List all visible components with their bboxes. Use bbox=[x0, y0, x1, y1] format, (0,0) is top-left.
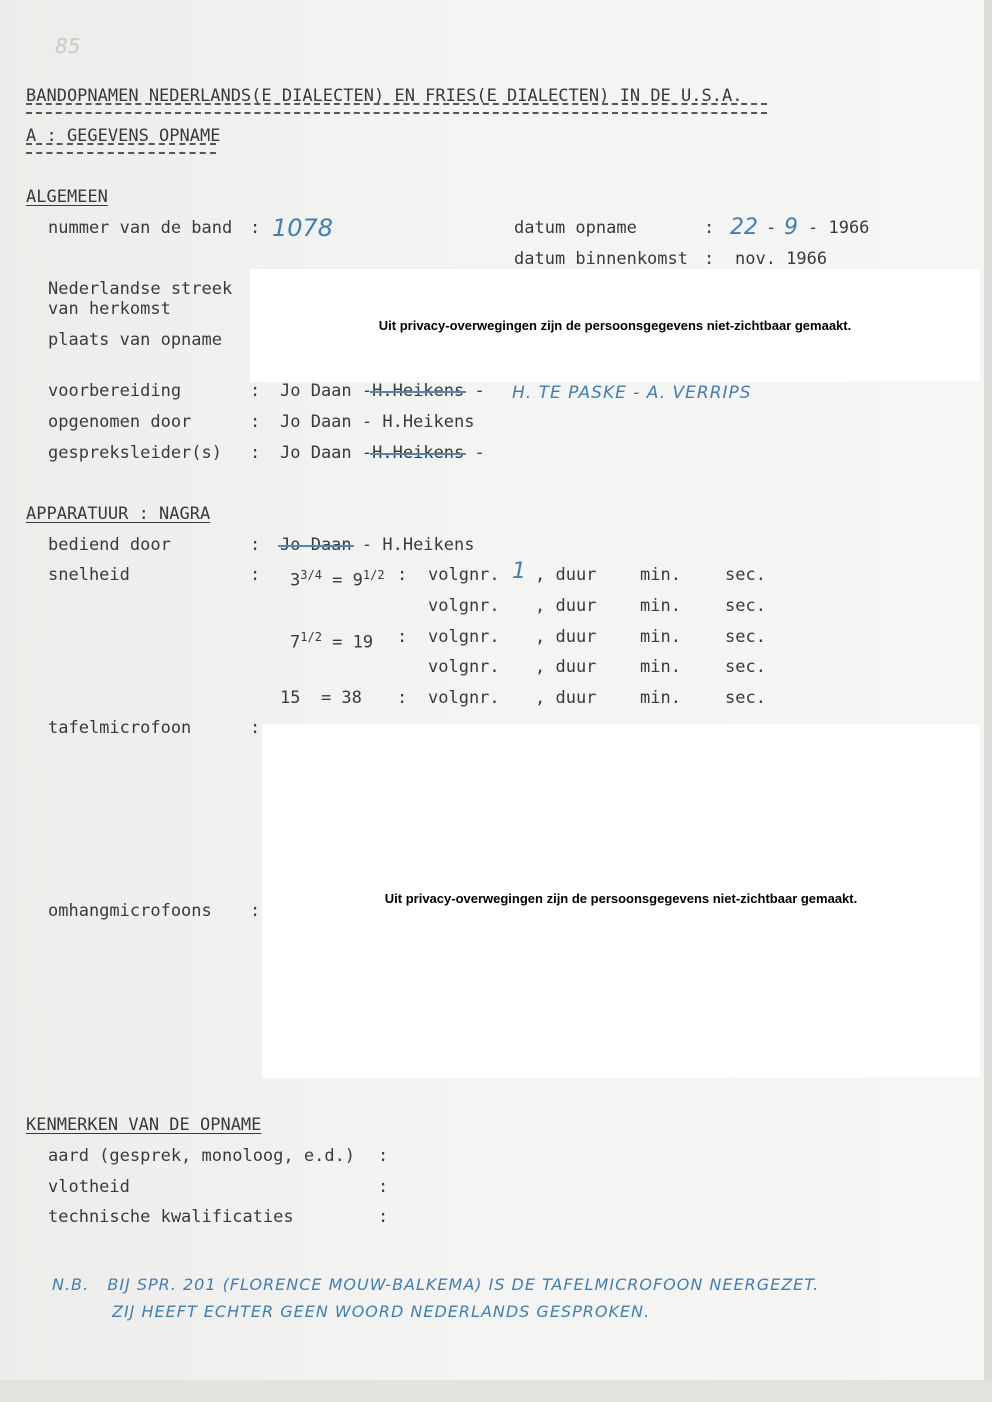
privacy-redaction-2 bbox=[262, 724, 980, 1078]
kenmerken-heading: KENMERKEN VAN DE OPNAME bbox=[26, 1115, 262, 1135]
gespreksleider-name: Jo Daan - bbox=[280, 443, 373, 463]
speed-1: 3 bbox=[290, 570, 301, 591]
voorbereiding-dash: - bbox=[464, 381, 485, 401]
colon: : bbox=[704, 249, 715, 269]
section-a-heading: A : GEGEVENS OPNAME bbox=[26, 126, 221, 146]
document-title: BANDOPNAMEN NEDERLANDS(E DIALECTEN) EN FRIES(E DIALECTEN) IN DE U.S.A. bbox=[26, 86, 743, 106]
streek-label-2: van herkomst bbox=[48, 299, 171, 319]
nummer-label: nummer van de band bbox=[48, 218, 233, 238]
colon: : bbox=[378, 1146, 389, 1166]
colon: : bbox=[397, 627, 408, 647]
speed-2-frac: 1/2 bbox=[300, 630, 322, 644]
duur-5: , duur bbox=[535, 688, 597, 708]
tafelmicrofoon-label: tafelmicrofoon bbox=[48, 718, 192, 738]
technische-label: technische kwalificaties bbox=[48, 1207, 294, 1227]
datum-opname-label: datum opname bbox=[514, 218, 637, 238]
bediend-struck-name: Jo Daan bbox=[280, 535, 352, 555]
omhangmicrofoons-label: omhangmicrofoons bbox=[48, 901, 212, 921]
duur-1: , duur bbox=[535, 565, 597, 585]
snelheid-label: snelheid bbox=[48, 565, 130, 585]
document-page: 85 BANDOPNAMEN NEDERLANDS(E DIALECTEN) EN FRIES(E DIALECTEN) IN DE U.S.A. A : GEGEVENS OPNAME ALGEMEEN nummer van de band : 1078 datum opname : 22 - 9 - 1966 datum binnenkomst : nov. 1966 Nederlandse streek van herkomst plaats van opname Uit privacy-overwegingen zijn de persoonsgegevens niet-zichtbaar gemaakt. voorbereiding : Jo Daan -H.Heikens - H. TE PASKE - A. VERRIPS opgenomen door : Jo Daan - H.Heikens gespreksleider(s) : Jo Daan -H.Heikens - APPARATUUR : NAGRA bediend door : Jo Daan - H.Heikens snelheid : $3^{3/4} = 9^{1/2}$ : volgnr. 1 , duur min. sec. volgnr. , duur min. sec. $7^{1/2} = 19$ : volgnr. , duur min. sec. volgnr. , duur min. sec. 15 = 38 : volgnr. , duur min. sec. tafelmicrofoon : Uit privacy-overwegingen zijn de persoonsgegevens niet-zichtbaar gemaakt. omhangmicrofoons : KENMERKEN VAN DE OPNAME aard (gesprek, monoloog, e.d.) : vlotheid : technische kwalificaties : N.B. BIJ SPR. 201 (FLORENCE MOUW-BALKEMA) IS DE TAFELMICROFOON NEERGEZET. ZIJ HEEFT ECHTER GEEN WOORD NEDERLANDS GESPROKEN. bbox=[0, 0, 992, 1402]
datum-opname-year: - 1966 bbox=[808, 218, 870, 238]
datum-binnenkomst-value: nov. 1966 bbox=[735, 249, 828, 269]
min-1: min. bbox=[640, 565, 681, 585]
min-4: min. bbox=[640, 657, 681, 677]
vlotheid-label: vlotheid bbox=[48, 1177, 130, 1197]
section-a-double-underline bbox=[26, 143, 216, 154]
duur-3: , duur bbox=[535, 627, 597, 647]
min-3: min. bbox=[640, 627, 681, 647]
speed-1-frac: 3/4 bbox=[300, 568, 322, 582]
voorbereiding-label: voorbereiding bbox=[48, 381, 182, 401]
page-edge-bottom bbox=[0, 1380, 992, 1402]
colon: : bbox=[250, 718, 261, 738]
colon: : bbox=[250, 412, 261, 432]
plaats-label: plaats van opname bbox=[48, 330, 222, 350]
voorbereiding-struck-name: H.Heikens bbox=[372, 381, 465, 401]
bediend-label: bediend door bbox=[48, 535, 171, 555]
colon: : bbox=[378, 1177, 389, 1197]
speed-2: 7 bbox=[290, 632, 301, 653]
apparatuur-heading: APPARATUUR : NAGRA bbox=[26, 504, 211, 524]
privacy-redaction-1 bbox=[250, 269, 980, 382]
gespreksleider-dash: - bbox=[464, 443, 485, 463]
privacy-text-1: Uit privacy-overwegingen zijn de persoonsgegevens niet-zichtbaar gemaakt. bbox=[378, 318, 852, 333]
volgnr-2: volgnr. bbox=[428, 596, 500, 616]
min-2: min. bbox=[640, 596, 681, 616]
streek-label-1: Nederlandse streek bbox=[48, 279, 233, 299]
sec-2: sec. bbox=[725, 596, 766, 616]
speed-1-frac2: 1/2 bbox=[362, 568, 385, 582]
volgnr-3: volgnr. bbox=[428, 627, 500, 647]
voorbereiding-name: Jo Daan - bbox=[280, 381, 373, 401]
colon: : bbox=[250, 443, 261, 463]
gespreksleider-struck-name: H.Heikens bbox=[372, 443, 465, 463]
privacy-text-2: Uit privacy-overwegingen zijn de persoonsgegevens niet-zichtbaar gemaakt. bbox=[384, 891, 858, 906]
algemeen-heading: ALGEMEEN bbox=[26, 187, 108, 207]
opgenomen-label: opgenomen door bbox=[48, 412, 192, 432]
gespreksleider-label: gespreksleider(s) bbox=[48, 443, 222, 463]
bediend-value: - H.Heikens bbox=[351, 535, 475, 555]
speed-2-eq: = 19 bbox=[321, 632, 374, 653]
volgnr-5: volgnr. bbox=[428, 688, 500, 708]
sec-3: sec. bbox=[725, 627, 766, 647]
speed-1-eq: = 9 bbox=[321, 570, 363, 591]
volgnr-4: volgnr. bbox=[428, 657, 500, 677]
sec-4: sec. bbox=[725, 657, 766, 677]
page-number: 85 bbox=[55, 34, 81, 58]
colon: : bbox=[250, 901, 261, 921]
title-double-underline bbox=[26, 103, 767, 114]
opgenomen-value: Jo Daan - H.Heikens bbox=[280, 412, 475, 432]
page-edge-right bbox=[984, 0, 992, 1402]
colon: : bbox=[250, 565, 261, 585]
colon: : bbox=[704, 218, 715, 238]
sec-1: sec. bbox=[725, 565, 766, 585]
min-5: min. bbox=[640, 688, 681, 708]
colon: : bbox=[397, 565, 408, 585]
voorbereiding-handwritten: H. TE PASKE - A. VERRIPS bbox=[512, 383, 752, 403]
colon: : bbox=[378, 1207, 389, 1227]
colon: : bbox=[250, 218, 261, 238]
sec-5: sec. bbox=[725, 688, 766, 708]
nummer-value: 1078 bbox=[272, 214, 334, 242]
colon: : bbox=[250, 535, 261, 555]
speed-3: 15 = 38 bbox=[280, 688, 362, 708]
duur-4: , duur bbox=[535, 657, 597, 677]
handwritten-note-line-1: N.B. BIJ SPR. 201 (FLORENCE MOUW-BALKEMA) IS DE TAFELMICROFOON NEERGEZET. bbox=[52, 1275, 820, 1294]
colon: : bbox=[250, 381, 261, 401]
volgnr-1-handwritten: 1 bbox=[512, 559, 526, 584]
datum-opname-day: 22 bbox=[730, 215, 758, 240]
volgnr-1: volgnr. bbox=[428, 565, 500, 585]
datum-binnenkomst-label: datum binnenkomst bbox=[514, 249, 688, 269]
handwritten-note-line-2: ZIJ HEEFT ECHTER GEEN WOORD NEDERLANDS GESPROKEN. bbox=[112, 1302, 651, 1321]
datum-opname-month: 9 bbox=[784, 215, 798, 240]
duur-2: , duur bbox=[535, 596, 597, 616]
colon: : bbox=[397, 688, 408, 708]
aard-label: aard (gesprek, monoloog, e.d.) bbox=[48, 1146, 356, 1166]
